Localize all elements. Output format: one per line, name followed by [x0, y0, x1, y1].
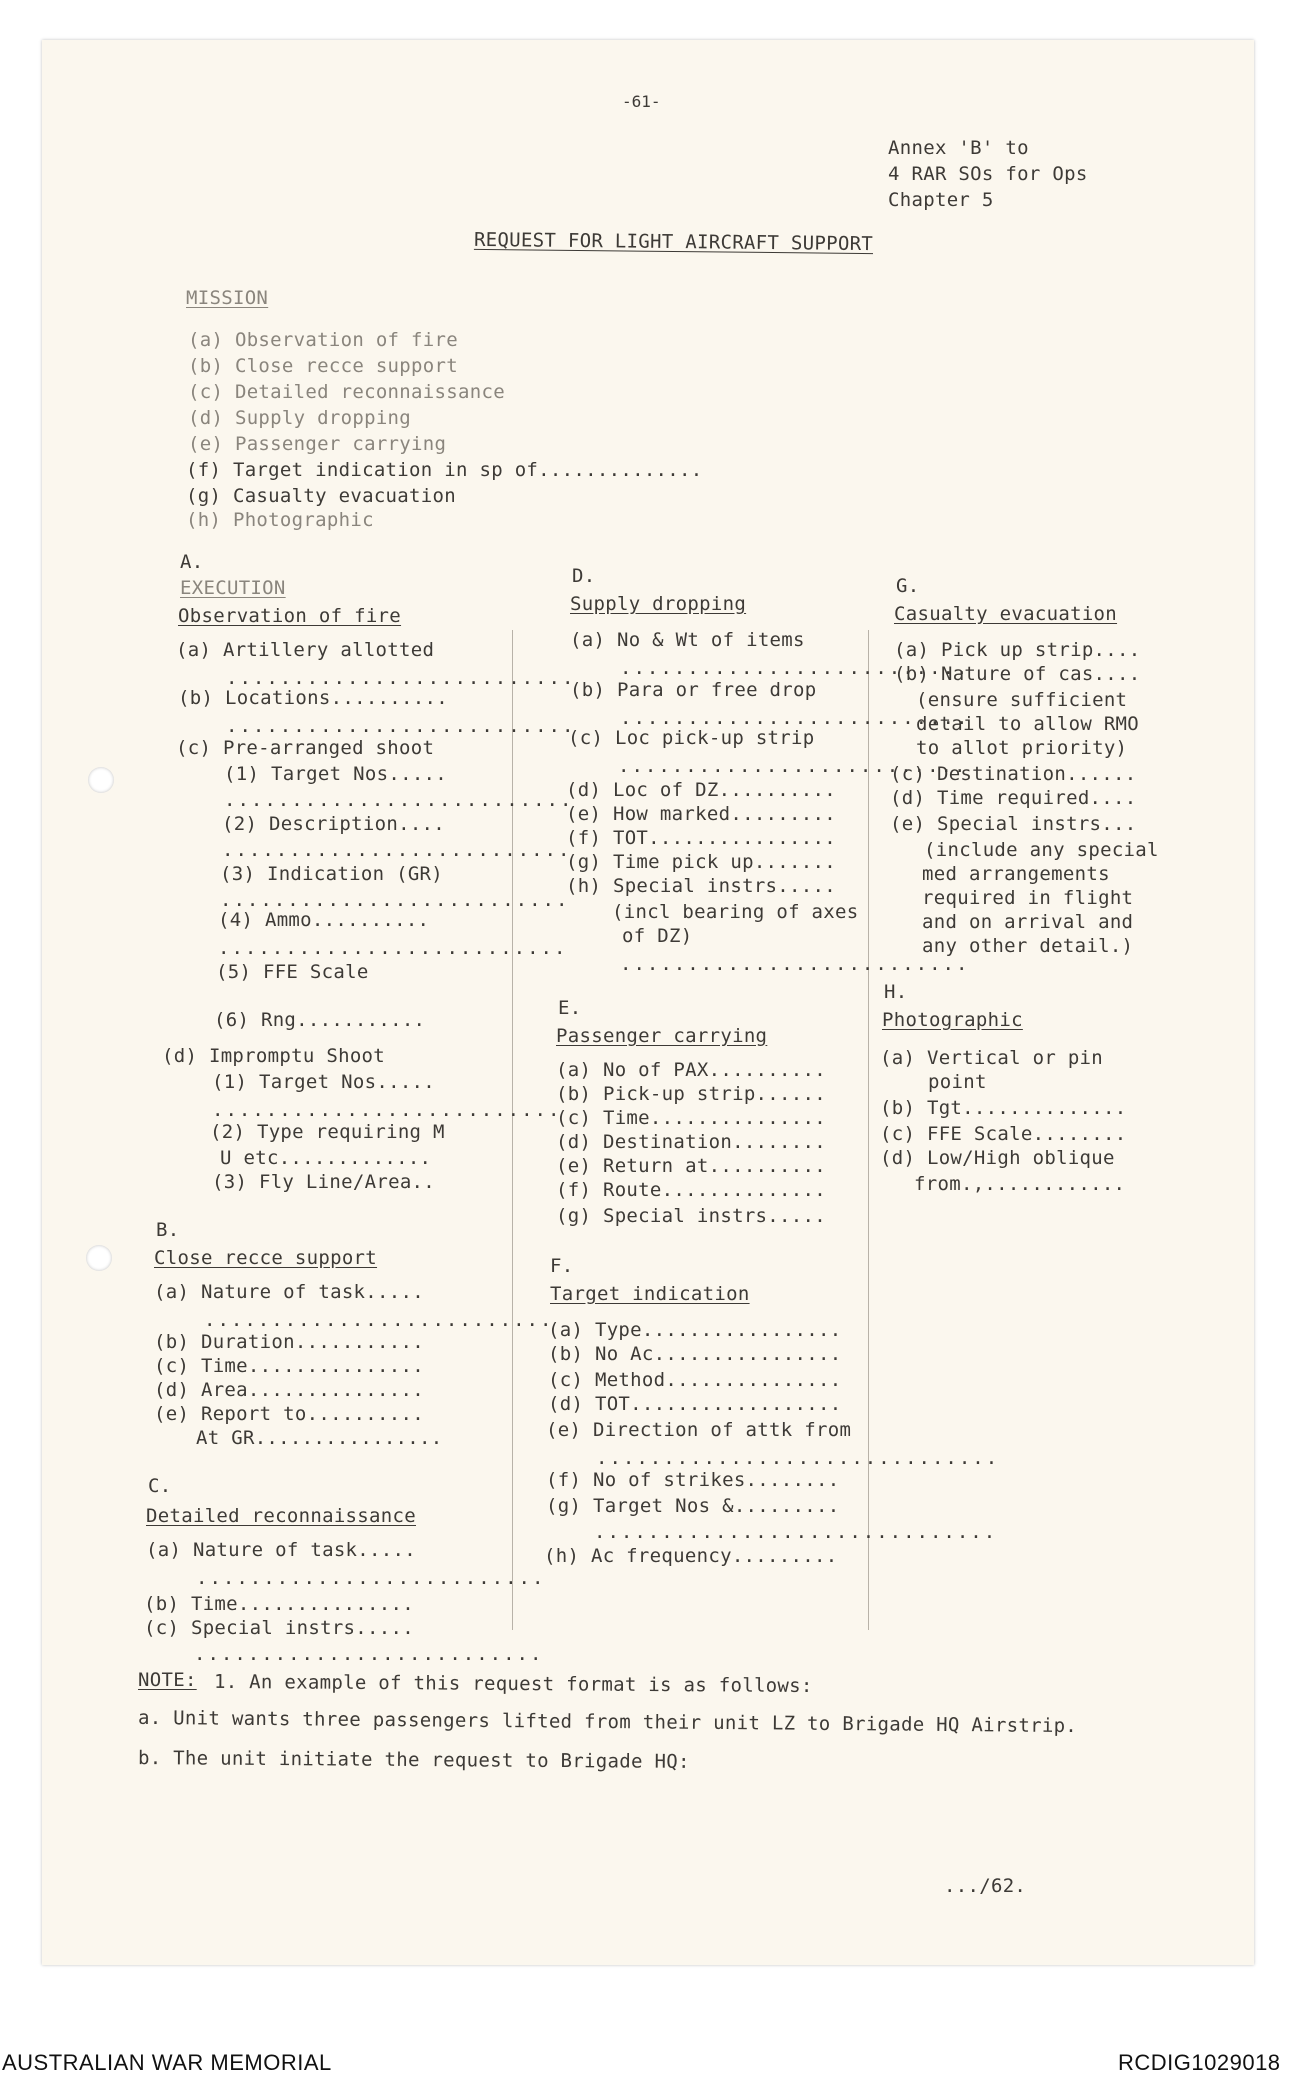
section-a-line: (6) Rng........... [214, 1009, 426, 1031]
section-e-line: (c) Time............... [556, 1107, 826, 1129]
column-divider [868, 630, 869, 1630]
section-a-line: (a) Artillery allotted [176, 639, 435, 661]
note-label: NOTE: [138, 1669, 197, 1691]
section-g-line: (ensure sufficient [916, 689, 1128, 711]
section-e-heading: Passenger carrying [556, 1025, 768, 1047]
section-letter: B. [156, 1219, 180, 1241]
section-f-line: (c) Method............... [548, 1369, 842, 1391]
section-c-line: (a) Nature of task..... [146, 1539, 416, 1561]
fill-dots: .......................... [218, 937, 568, 959]
section-c-heading: Detailed reconnaissance [146, 1505, 416, 1527]
annex-line-1: Annex 'B' to [888, 137, 1029, 159]
section-e-line: (f) Route.............. [556, 1179, 826, 1201]
section-b-line: At GR................ [196, 1427, 443, 1449]
fill-dots: .......................... [226, 667, 576, 689]
section-a-line: (1) Target Nos..... [224, 763, 448, 785]
section-h-line: (c) FFE Scale........ [880, 1123, 1127, 1145]
section-h-line: (a) Vertical or pin [880, 1047, 1104, 1069]
section-a-line: (4) Ammo.......... [218, 909, 430, 931]
section-f-line: (e) Direction of attk from [546, 1419, 852, 1441]
fill-dots: .......................... [224, 789, 574, 811]
section-a-line: (2) Description.... [222, 813, 446, 835]
section-g-line: required in flight [922, 887, 1134, 909]
section-g-heading: Casualty evacuation [894, 603, 1118, 625]
fill-dots: .......................... [212, 1099, 562, 1121]
fill-dots: .............................. [596, 1447, 1000, 1469]
section-b-heading: Close recce support [154, 1247, 378, 1269]
fill-dots: .......................... [618, 755, 968, 777]
section-g-line: detail to allow RMO [916, 713, 1140, 735]
annex-line-2: 4 RAR SOs for Ops [888, 163, 1088, 185]
mission-item: (a) Observation of fire [188, 329, 458, 351]
mission-item: (e) Passenger carrying [188, 433, 447, 455]
section-h-line: from.,............ [914, 1173, 1126, 1195]
punch-hole [86, 1245, 112, 1271]
section-g-line: (c) Destination...... [890, 763, 1137, 785]
document-title: REQUEST FOR LIGHT AIRCRAFT SUPPORT [473, 228, 874, 256]
section-d-line: of DZ) [622, 925, 693, 947]
mission-item: (g) Casualty evacuation [186, 485, 456, 507]
mission-item: (h) Photographic [186, 509, 374, 531]
mission-item: (d) Supply dropping [188, 407, 412, 429]
section-d-line: (g) Time pick up....... [566, 851, 836, 873]
fill-dots: .......................... [194, 1643, 544, 1665]
mission-item: (c) Detailed reconnaissance [188, 381, 505, 403]
fill-dots: .......................... [226, 715, 576, 737]
section-e-line: (b) Pick-up strip...... [556, 1083, 826, 1105]
section-g-line: (include any special [924, 839, 1159, 861]
punch-hole [88, 767, 114, 793]
section-g-line: any other detail.) [922, 935, 1134, 957]
section-g-line: (d) Time required.... [890, 787, 1137, 809]
fill-dots: .............................. [594, 1521, 998, 1543]
section-b-line: (b) Duration........... [154, 1331, 424, 1353]
section-f-line: (a) Type................. [548, 1319, 842, 1341]
section-letter: G. [896, 575, 920, 597]
section-letter: A. [180, 551, 204, 573]
execution-heading: EXECUTION [180, 577, 286, 599]
section-d-line: (a) No & Wt of items [570, 629, 805, 651]
section-letter: E. [558, 997, 582, 1019]
section-a-line: (c) Pre-arranged shoot [176, 737, 435, 759]
section-f-line: (d) TOT.................. [548, 1393, 842, 1415]
section-f-line: (g) Target Nos &......... [546, 1495, 840, 1517]
section-g-line: (e) Special instrs... [890, 813, 1137, 835]
section-e-line: (g) Special instrs..... [556, 1205, 826, 1227]
section-d-line: (b) Para or free drop [570, 679, 817, 701]
section-e-line: (a) No of PAX.......... [556, 1059, 826, 1081]
section-g-line: and on arrival and [922, 911, 1134, 933]
section-f-heading: Target indication [550, 1283, 750, 1305]
section-d-line: (d) Loc of DZ.......... [566, 779, 836, 801]
section-d-line: (f) TOT................ [566, 827, 836, 849]
section-h-line: point [928, 1071, 987, 1093]
section-f-line: (f) No of strikes........ [546, 1469, 840, 1491]
fill-dots: .......................... [620, 707, 970, 729]
section-h-line: (d) Low/High oblique [880, 1147, 1115, 1169]
section-a-heading: Observation of fire [178, 605, 402, 627]
footer-source: AUSTRALIAN WAR MEMORIAL [2, 2050, 332, 2075]
mission-heading: MISSION [186, 287, 269, 309]
section-a-line: (5) FFE Scale [216, 961, 369, 983]
section-a-line: (1) Target Nos..... [212, 1071, 436, 1093]
section-b-line: (d) Area............... [154, 1379, 424, 1401]
continuation-marker: .../62. [944, 1875, 1027, 1897]
section-d-line: (h) Special instrs..... [566, 875, 836, 897]
section-letter: C. [148, 1475, 172, 1497]
section-b-line: (a) Nature of task..... [154, 1281, 424, 1303]
section-b-line: (c) Time............... [154, 1355, 424, 1377]
section-f-line: (b) No Ac................ [548, 1343, 842, 1365]
section-a-line: U etc............. [220, 1147, 432, 1169]
section-d-line: (c) Loc pick-up strip [568, 727, 815, 749]
section-c-line: (c) Special instrs..... [144, 1617, 414, 1639]
section-h-line: (b) Tgt.............. [880, 1097, 1127, 1119]
section-letter: F. [550, 1255, 574, 1277]
footer-id: RCDIG1029018 [1118, 2050, 1281, 2075]
fill-dots: .......................... [220, 889, 570, 911]
section-e-line: (e) Return at.......... [556, 1155, 826, 1177]
annex-line-3: Chapter 5 [888, 189, 994, 211]
section-a-line: (3) Indication (GR) [220, 863, 444, 885]
section-a-line: (d) Impromptu Shoot [162, 1045, 386, 1067]
section-d-line: (e) How marked......... [566, 803, 836, 825]
section-letter: D. [572, 565, 596, 587]
section-d-heading: Supply dropping [570, 593, 747, 615]
section-a-line: (b) Locations.......... [178, 687, 448, 709]
page-number: -61- [622, 92, 661, 111]
section-e-line: (d) Destination........ [556, 1131, 826, 1153]
fill-dots: .......................... [196, 1567, 546, 1589]
section-g-line: (b) Nature of cas.... [894, 663, 1141, 685]
section-c-line: (b) Time............... [144, 1593, 414, 1615]
section-g-line: (a) Pick up strip.... [894, 639, 1141, 661]
fill-dots: .......................... [620, 953, 970, 975]
section-g-line: med arrangements [922, 863, 1110, 885]
section-g-line: to allot priority) [916, 737, 1128, 759]
section-letter: H. [884, 981, 908, 1003]
column-divider [512, 630, 513, 1630]
fill-dots: .......................... [204, 1309, 554, 1331]
note-item-b: b. The unit initiate the request to Brigade HQ: [137, 1747, 690, 1773]
note-item-a: a. Unit wants three passengers lifted from their unit LZ to Brigade HQ Airstrip. [137, 1706, 1078, 1738]
section-f-line: (h) Ac frequency......... [544, 1545, 838, 1567]
fill-dots: .......................... [620, 657, 970, 679]
section-h-heading: Photographic [882, 1009, 1023, 1031]
mission-item: (f) Target indication in sp of.............. [186, 459, 703, 481]
note-line: 1. An example of this request format is as follows: [213, 1670, 813, 1698]
fill-dots: .......................... [222, 839, 572, 861]
section-d-line: (incl bearing of axes [612, 901, 859, 923]
section-b-line: (e) Report to.......... [154, 1403, 424, 1425]
section-a-line: (3) Fly Line/Area.. [212, 1171, 436, 1193]
section-a-line: (2) Type requiring M [210, 1121, 445, 1143]
mission-item: (b) Close recce support [188, 355, 458, 377]
